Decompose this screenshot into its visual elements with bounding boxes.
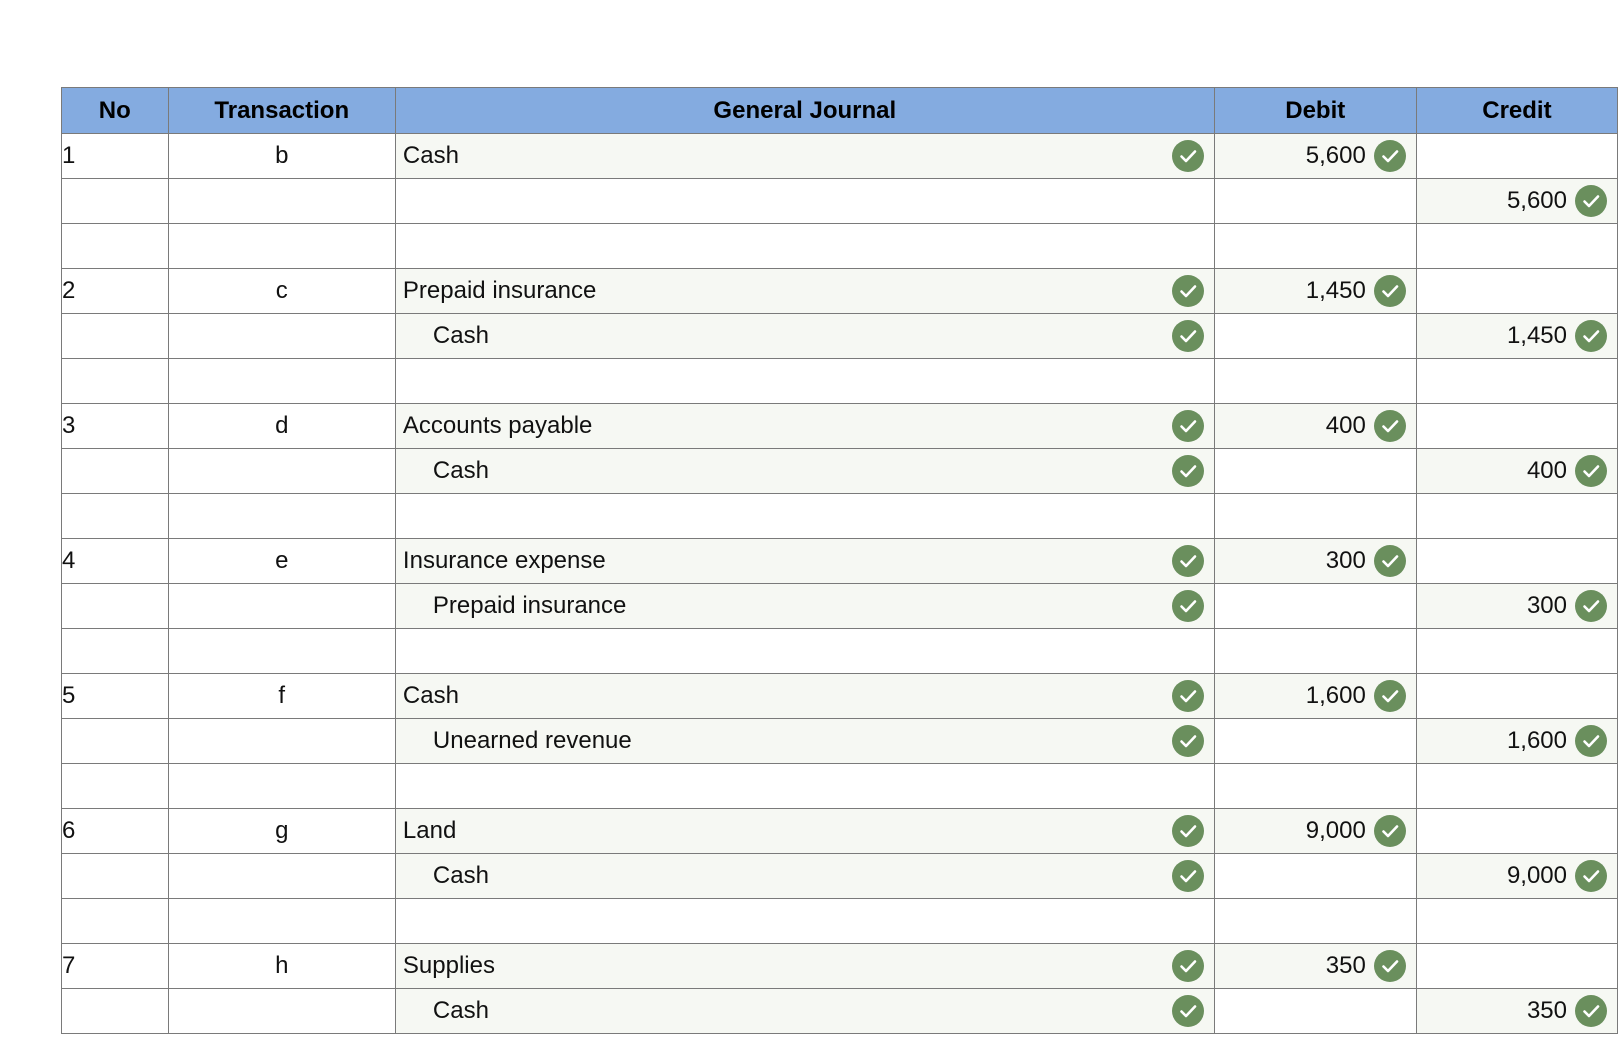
- cell-transaction: [168, 314, 395, 359]
- table-row: [62, 539, 1618, 584]
- table-row: [62, 404, 1618, 449]
- cell-no: 3: [62, 404, 169, 449]
- cell-debit[interactable]: [1214, 764, 1416, 809]
- cell-transaction: g: [168, 809, 395, 854]
- cell-credit[interactable]: [1416, 224, 1617, 269]
- header-debit: Debit: [1214, 88, 1416, 134]
- cell-debit[interactable]: [1214, 809, 1416, 854]
- debit-field[interactable]: [1215, 359, 1416, 403]
- check-circle-icon: [1575, 860, 1607, 892]
- cell-no: [62, 359, 169, 404]
- credit-field[interactable]: [1417, 269, 1617, 313]
- account-name: Cash: [432, 457, 489, 484]
- table-row: [62, 134, 1618, 179]
- debit-field[interactable]: [1215, 134, 1416, 178]
- credit-field[interactable]: [1417, 629, 1617, 673]
- debit-field[interactable]: [1215, 809, 1416, 853]
- cell-no: [62, 494, 169, 539]
- credit-amount: 350: [1526, 997, 1567, 1024]
- credit-field[interactable]: [1417, 809, 1617, 853]
- credit-field[interactable]: [1417, 314, 1617, 358]
- cell-debit[interactable]: [1214, 854, 1416, 899]
- debit-field[interactable]: [1215, 269, 1416, 313]
- cell-account[interactable]: [395, 584, 1214, 629]
- credit-field[interactable]: [1417, 404, 1617, 448]
- cell-account[interactable]: [395, 314, 1214, 359]
- credit-field[interactable]: [1417, 179, 1617, 223]
- cell-credit[interactable]: [1416, 584, 1617, 629]
- cell-no: 6: [62, 809, 169, 854]
- cell-transaction: [168, 359, 395, 404]
- cell-transaction: h: [168, 944, 395, 989]
- cell-account[interactable]: [395, 989, 1214, 1034]
- check-circle-icon: [1575, 995, 1607, 1027]
- account-name: Unearned revenue: [432, 727, 632, 754]
- cell-credit[interactable]: [1416, 179, 1617, 224]
- check-circle-icon: [1172, 950, 1204, 982]
- table-row: [62, 269, 1618, 314]
- cell-transaction: e: [168, 539, 395, 584]
- check-circle-icon: [1172, 455, 1204, 487]
- header-general-journal: General Journal: [395, 88, 1214, 134]
- cell-no: [62, 179, 169, 224]
- cell-transaction: [168, 989, 395, 1034]
- cell-account[interactable]: [395, 764, 1214, 809]
- account-field[interactable]: [396, 989, 1214, 1033]
- check-circle-icon: [1172, 410, 1204, 442]
- cell-transaction: [168, 629, 395, 674]
- credit-field[interactable]: [1417, 989, 1617, 1033]
- cell-account[interactable]: [395, 899, 1214, 944]
- cell-no: [62, 224, 169, 269]
- credit-field[interactable]: [1417, 899, 1617, 943]
- cell-debit[interactable]: [1214, 674, 1416, 719]
- cell-credit[interactable]: [1416, 989, 1617, 1034]
- cell-credit[interactable]: [1416, 944, 1617, 989]
- cell-debit[interactable]: [1214, 539, 1416, 584]
- check-circle-icon: [1575, 455, 1607, 487]
- credit-field[interactable]: [1417, 674, 1617, 718]
- cell-account[interactable]: [395, 944, 1214, 989]
- cell-debit[interactable]: [1214, 179, 1416, 224]
- cell-debit[interactable]: [1214, 944, 1416, 989]
- journal-body: [62, 134, 1618, 1034]
- check-circle-icon: [1575, 725, 1607, 757]
- debit-field[interactable]: [1215, 179, 1416, 223]
- cell-account[interactable]: [395, 629, 1214, 674]
- cell-transaction: [168, 449, 395, 494]
- account-name: Cash: [432, 862, 489, 889]
- cell-debit[interactable]: [1214, 899, 1416, 944]
- cell-account[interactable]: [395, 359, 1214, 404]
- debit-amount: 1,450: [1305, 277, 1366, 304]
- cell-debit[interactable]: [1214, 449, 1416, 494]
- cell-no: [62, 629, 169, 674]
- table-row: [62, 314, 1618, 359]
- check-circle-icon: [1172, 995, 1204, 1027]
- cell-no: 4: [62, 539, 169, 584]
- cell-transaction: d: [168, 404, 395, 449]
- cell-transaction: c: [168, 269, 395, 314]
- account-name: Cash: [402, 142, 459, 169]
- cell-credit[interactable]: [1416, 539, 1617, 584]
- account-field[interactable]: [396, 224, 1214, 268]
- account-field[interactable]: [396, 944, 1214, 988]
- cell-no: [62, 899, 169, 944]
- cell-debit[interactable]: [1214, 584, 1416, 629]
- account-name: Cash: [432, 997, 489, 1024]
- account-name: Cash: [432, 322, 489, 349]
- check-circle-icon: [1172, 725, 1204, 757]
- table-row: [62, 764, 1618, 809]
- credit-field[interactable]: [1417, 764, 1617, 808]
- debit-field[interactable]: [1215, 404, 1416, 448]
- account-field[interactable]: [396, 494, 1214, 538]
- cell-debit[interactable]: [1214, 494, 1416, 539]
- account-field[interactable]: [396, 269, 1214, 313]
- account-name: Land: [402, 817, 457, 844]
- debit-field[interactable]: [1215, 719, 1416, 763]
- check-circle-icon: [1172, 140, 1204, 172]
- debit-field[interactable]: [1215, 449, 1416, 493]
- credit-amount: 9,000: [1506, 862, 1567, 889]
- debit-amount: 5,600: [1305, 142, 1366, 169]
- account-field[interactable]: [396, 899, 1214, 943]
- table-row: [62, 449, 1618, 494]
- table-row: [62, 854, 1618, 899]
- credit-amount: 1,450: [1506, 322, 1567, 349]
- cell-debit[interactable]: [1214, 134, 1416, 179]
- check-circle-icon: [1172, 860, 1204, 892]
- cell-transaction: [168, 494, 395, 539]
- check-circle-icon: [1575, 590, 1607, 622]
- cell-account[interactable]: [395, 179, 1214, 224]
- check-circle-icon: [1172, 275, 1204, 307]
- table-row: [62, 179, 1618, 224]
- credit-amount: 1,600: [1506, 727, 1567, 754]
- account-field[interactable]: [396, 134, 1214, 178]
- cell-debit[interactable]: [1214, 314, 1416, 359]
- account-name: Prepaid insurance: [402, 277, 597, 304]
- account-name: Insurance expense: [402, 547, 606, 574]
- credit-amount: 400: [1526, 457, 1567, 484]
- cell-no: 5: [62, 674, 169, 719]
- debit-field[interactable]: [1215, 629, 1416, 673]
- cell-debit[interactable]: [1214, 719, 1416, 764]
- account-field[interactable]: [396, 539, 1214, 583]
- check-circle-icon: [1374, 950, 1406, 982]
- cell-account[interactable]: [395, 404, 1214, 449]
- header-no: No: [62, 88, 169, 134]
- cell-account[interactable]: [395, 449, 1214, 494]
- cell-transaction: f: [168, 674, 395, 719]
- cell-credit[interactable]: [1416, 629, 1617, 674]
- cell-credit[interactable]: [1416, 899, 1617, 944]
- cell-credit[interactable]: [1416, 404, 1617, 449]
- check-circle-icon: [1374, 140, 1406, 172]
- debit-amount: 350: [1325, 952, 1366, 979]
- cell-account[interactable]: [395, 494, 1214, 539]
- check-circle-icon: [1172, 815, 1204, 847]
- account-name: Cash: [402, 682, 459, 709]
- cell-credit[interactable]: [1416, 314, 1617, 359]
- check-circle-icon: [1374, 680, 1406, 712]
- cell-credit[interactable]: [1416, 269, 1617, 314]
- table-row: [62, 809, 1618, 854]
- cell-no: 1: [62, 134, 169, 179]
- cell-account[interactable]: [395, 539, 1214, 584]
- account-name: Accounts payable: [402, 412, 593, 439]
- cell-debit[interactable]: [1214, 359, 1416, 404]
- debit-field[interactable]: [1215, 584, 1416, 628]
- cell-credit[interactable]: [1416, 719, 1617, 764]
- check-circle-icon: [1374, 275, 1406, 307]
- debit-field[interactable]: [1215, 539, 1416, 583]
- account-field[interactable]: [396, 629, 1214, 673]
- account-field[interactable]: [396, 854, 1214, 898]
- cell-no: [62, 584, 169, 629]
- cell-no: [62, 854, 169, 899]
- credit-field[interactable]: [1417, 584, 1617, 628]
- account-field[interactable]: [396, 764, 1214, 808]
- table-row: [62, 629, 1618, 674]
- cell-account[interactable]: [395, 224, 1214, 269]
- check-circle-icon: [1575, 185, 1607, 217]
- table-row: [62, 494, 1618, 539]
- header-credit: Credit: [1416, 88, 1617, 134]
- cell-credit[interactable]: [1416, 449, 1617, 494]
- debit-field[interactable]: [1215, 494, 1416, 538]
- account-field[interactable]: [396, 179, 1214, 223]
- table-row: [62, 224, 1618, 269]
- cell-no: [62, 989, 169, 1034]
- debit-field[interactable]: [1215, 944, 1416, 988]
- cell-debit[interactable]: [1214, 989, 1416, 1034]
- general-journal-table: [61, 87, 1618, 1034]
- cell-transaction: [168, 764, 395, 809]
- cell-account[interactable]: [395, 134, 1214, 179]
- cell-no: [62, 719, 169, 764]
- debit-field[interactable]: [1215, 314, 1416, 358]
- cell-credit[interactable]: [1416, 854, 1617, 899]
- account-field[interactable]: [396, 674, 1214, 718]
- account-field[interactable]: [396, 809, 1214, 853]
- debit-field[interactable]: [1215, 989, 1416, 1033]
- credit-field[interactable]: [1417, 494, 1617, 538]
- cell-transaction: [168, 179, 395, 224]
- account-name: Prepaid insurance: [432, 592, 627, 619]
- credit-amount: 300: [1526, 592, 1567, 619]
- cell-debit[interactable]: [1214, 224, 1416, 269]
- table-row: [62, 359, 1618, 404]
- cell-transaction: [168, 224, 395, 269]
- cell-transaction: [168, 899, 395, 944]
- check-circle-icon: [1374, 410, 1406, 442]
- cell-no: [62, 314, 169, 359]
- account-field[interactable]: [396, 584, 1214, 628]
- account-field[interactable]: [396, 314, 1214, 358]
- cell-no: [62, 764, 169, 809]
- debit-amount: 9,000: [1305, 817, 1366, 844]
- check-circle-icon: [1374, 815, 1406, 847]
- credit-field[interactable]: [1417, 854, 1617, 898]
- account-field[interactable]: [396, 719, 1214, 763]
- debit-amount: 300: [1325, 547, 1366, 574]
- debit-field[interactable]: [1215, 854, 1416, 898]
- credit-field[interactable]: [1417, 539, 1617, 583]
- cell-debit[interactable]: [1214, 629, 1416, 674]
- table-row: [62, 989, 1618, 1034]
- check-circle-icon: [1172, 545, 1204, 577]
- credit-field[interactable]: [1417, 944, 1617, 988]
- cell-account[interactable]: [395, 854, 1214, 899]
- credit-amount: 5,600: [1506, 187, 1567, 214]
- cell-account[interactable]: [395, 674, 1214, 719]
- header-transaction: Transaction: [168, 88, 395, 134]
- cell-credit[interactable]: [1416, 809, 1617, 854]
- account-field[interactable]: [396, 404, 1214, 448]
- table-row: [62, 899, 1618, 944]
- credit-field[interactable]: [1417, 359, 1617, 403]
- debit-amount: 1,600: [1305, 682, 1366, 709]
- cell-account[interactable]: [395, 809, 1214, 854]
- check-circle-icon: [1575, 320, 1607, 352]
- table-row: [62, 584, 1618, 629]
- cell-credit[interactable]: [1416, 359, 1617, 404]
- check-circle-icon: [1172, 680, 1204, 712]
- cell-credit[interactable]: [1416, 674, 1617, 719]
- journal-table-container: [61, 87, 1618, 1034]
- cell-transaction: b: [168, 134, 395, 179]
- cell-transaction: [168, 719, 395, 764]
- debit-field[interactable]: [1215, 224, 1416, 268]
- cell-credit[interactable]: [1416, 764, 1617, 809]
- cell-transaction: [168, 584, 395, 629]
- credit-field[interactable]: [1417, 719, 1617, 763]
- cell-debit[interactable]: [1214, 404, 1416, 449]
- cell-account[interactable]: [395, 719, 1214, 764]
- table-row: [62, 719, 1618, 764]
- debit-field[interactable]: [1215, 899, 1416, 943]
- debit-amount: 400: [1325, 412, 1366, 439]
- cell-no: 7: [62, 944, 169, 989]
- credit-field[interactable]: [1417, 449, 1617, 493]
- check-circle-icon: [1374, 545, 1406, 577]
- cell-debit[interactable]: [1214, 269, 1416, 314]
- account-field[interactable]: [396, 449, 1214, 493]
- table-header-row: [62, 88, 1618, 134]
- cell-no: 2: [62, 269, 169, 314]
- cell-transaction: [168, 854, 395, 899]
- cell-credit[interactable]: [1416, 494, 1617, 539]
- cell-credit[interactable]: [1416, 134, 1617, 179]
- debit-field[interactable]: [1215, 764, 1416, 808]
- account-field[interactable]: [396, 359, 1214, 403]
- credit-field[interactable]: [1417, 224, 1617, 268]
- debit-field[interactable]: [1215, 674, 1416, 718]
- cell-no: [62, 449, 169, 494]
- credit-field[interactable]: [1417, 134, 1617, 178]
- check-circle-icon: [1172, 320, 1204, 352]
- check-circle-icon: [1172, 590, 1204, 622]
- table-row: [62, 944, 1618, 989]
- account-name: Supplies: [402, 952, 495, 979]
- cell-account[interactable]: [395, 269, 1214, 314]
- table-row: [62, 674, 1618, 719]
